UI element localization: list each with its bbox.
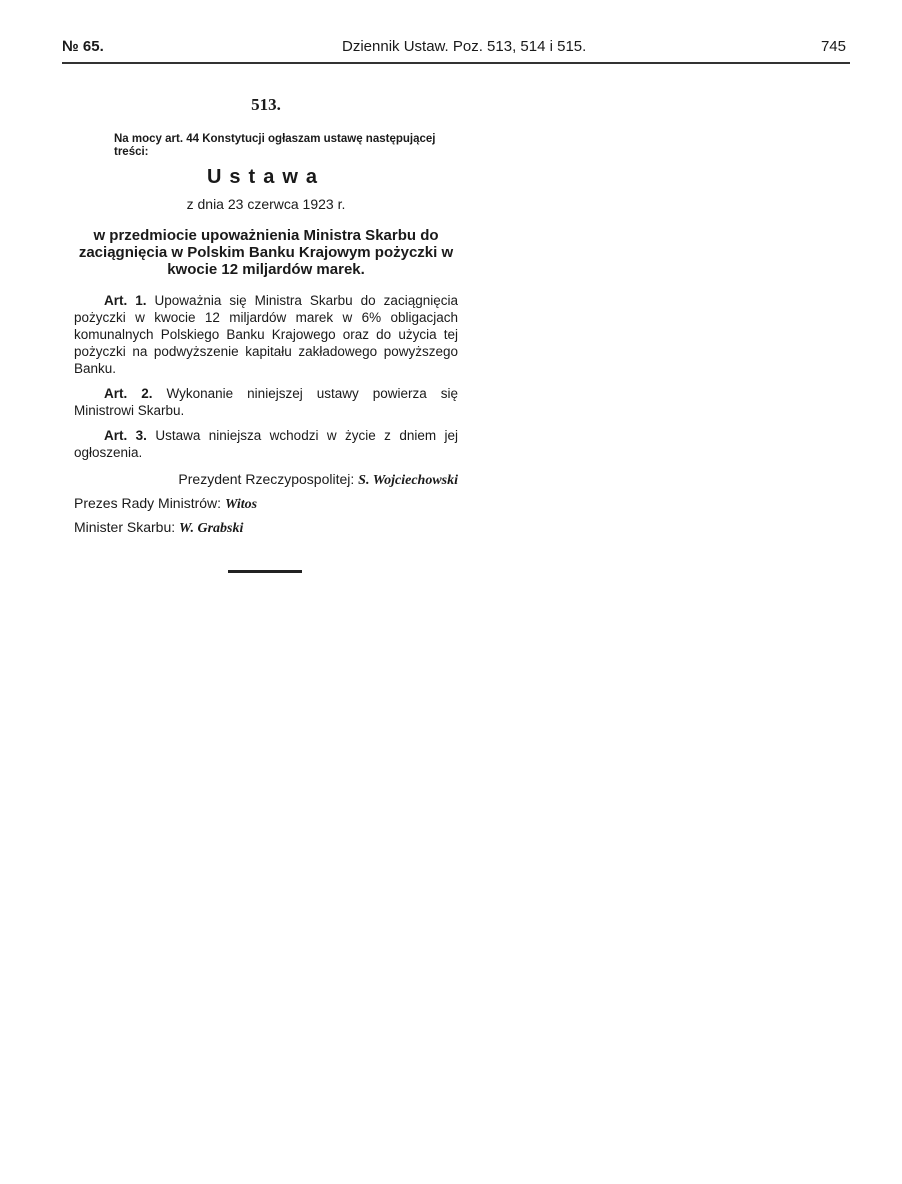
signature-prime-minister xyxy=(74,495,458,513)
end-rule xyxy=(228,570,302,573)
signature-name: Witos xyxy=(224,497,258,512)
article-label: Art. 1. xyxy=(104,293,147,308)
article-text: Upoważnia się Ministra Skarbu do zaciągnięcia pożyczki w kwocie 12 miljardów marek w 6% obligacjach komunalnych Polskiego Banku Krajowego oraz do użycia tej pożyczki na podwyższenie kapitału zakładowego powyższego Banku. xyxy=(74,293,458,376)
act-number: 513. xyxy=(251,95,281,114)
article-3 xyxy=(74,427,458,461)
article-1 xyxy=(74,292,458,377)
act-column xyxy=(74,90,458,537)
signature-role: Prezydent Rzeczypospolitej: xyxy=(178,471,355,487)
page-number: 745 xyxy=(820,38,846,55)
article-label: Art. 3. xyxy=(104,428,147,443)
page-header xyxy=(62,36,850,62)
journal-title: Dziennik Ustaw. Poz. 513, 514 i 515. xyxy=(342,38,587,55)
signature-treasury-minister xyxy=(74,519,458,537)
signature-role: Prezes Rady Ministrów: xyxy=(74,495,222,511)
article-2 xyxy=(74,385,458,419)
issue-number: № 65. xyxy=(62,38,104,55)
act-title: Ustawa xyxy=(206,166,326,188)
signature-name: S. Wojciechowski xyxy=(358,473,458,488)
act-date: z dnia 23 czerwca 1923 r. xyxy=(186,196,346,212)
signature-name: W. Grabski xyxy=(179,521,244,536)
article-text: Ustawa niniejsza wchodzi w życie z dniem jej ogłoszenia. xyxy=(74,428,458,460)
act-subject: w przedmiocie upoważnienia Ministra Skarbu do zaciągnięcia w Polskim Banku Krajowym pożyczki w kwocie 12 miljardów marek. xyxy=(78,227,454,278)
header-rule xyxy=(62,62,850,64)
signature-role: Minister Skarbu: xyxy=(74,519,176,535)
signature-president xyxy=(74,471,458,489)
act-preamble: Na mocy art. 44 Konstytucji ogłaszam ustawę następującej treści: xyxy=(114,133,436,158)
article-label: Art. 2. xyxy=(104,386,153,401)
article-text: Wykonanie niniejszej ustawy powierza się Ministrowi Skarbu. xyxy=(74,386,458,418)
